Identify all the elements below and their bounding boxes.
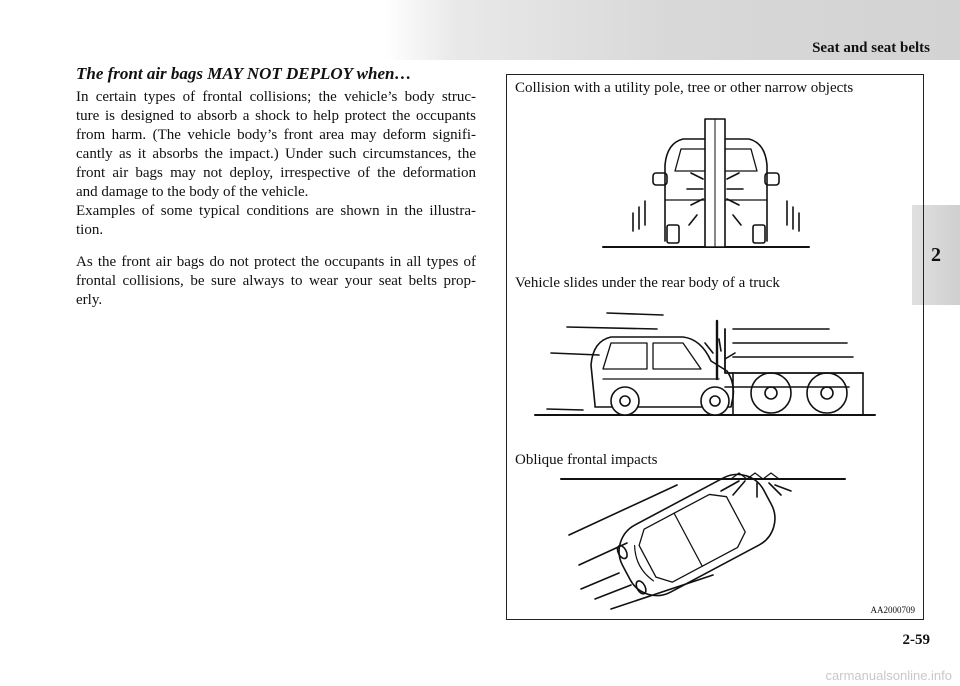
illustration-box — [506, 74, 924, 620]
text-line: front air bags may not deploy, irrespective of the deformation — [76, 165, 476, 181]
caption-truck-underride: Vehicle slides under the rear body of a truck — [515, 275, 780, 291]
caption-pole-collision: Collision with a utility pole, tree or other narrow objects — [515, 80, 854, 96]
chapter-number: 2 — [931, 243, 941, 266]
text-line: cantly as it absorbs the impact.) Under such circumstances, the — [76, 146, 476, 162]
caption-oblique-impact: Oblique frontal impacts — [515, 452, 658, 468]
text-line: ture is designed to absorb a shock to help protect the occupants — [76, 108, 476, 124]
figure-code: AA2000709 — [870, 605, 915, 615]
paragraph-2 — [76, 253, 476, 310]
text-line: Examples of some typical conditions are shown in the illustra- — [76, 203, 476, 219]
text-line: frontal collisions, be sure always to wear your seat belts prop- — [76, 273, 476, 289]
truck-underride-illustration — [535, 313, 875, 415]
text-line: erly. — [76, 292, 103, 308]
watermark: carmanualsonline.info — [825, 668, 952, 683]
section-heading: The front air bags MAY NOT DEPLOY when… — [76, 64, 412, 83]
text-line: In certain types of frontal collisions; the vehicle’s body struc- — [76, 89, 476, 105]
text-line: tion. — [76, 222, 104, 238]
paragraph-1 — [76, 88, 476, 240]
page-number: 2-59 — [902, 632, 930, 648]
text-line: from harm. (The vehicle body’s front area may deform signifi- — [76, 127, 476, 143]
pole-collision-illustration — [603, 119, 809, 247]
illustration-drawings — [507, 75, 923, 619]
body-text — [76, 64, 476, 310]
section-title: Seat and seat belts — [812, 40, 930, 56]
oblique-impact-illustration — [561, 464, 845, 609]
text-line: and damage to the body of the vehicle. — [76, 184, 309, 200]
text-line: As the front air bags do not protect the occupants in all types of — [76, 254, 476, 270]
